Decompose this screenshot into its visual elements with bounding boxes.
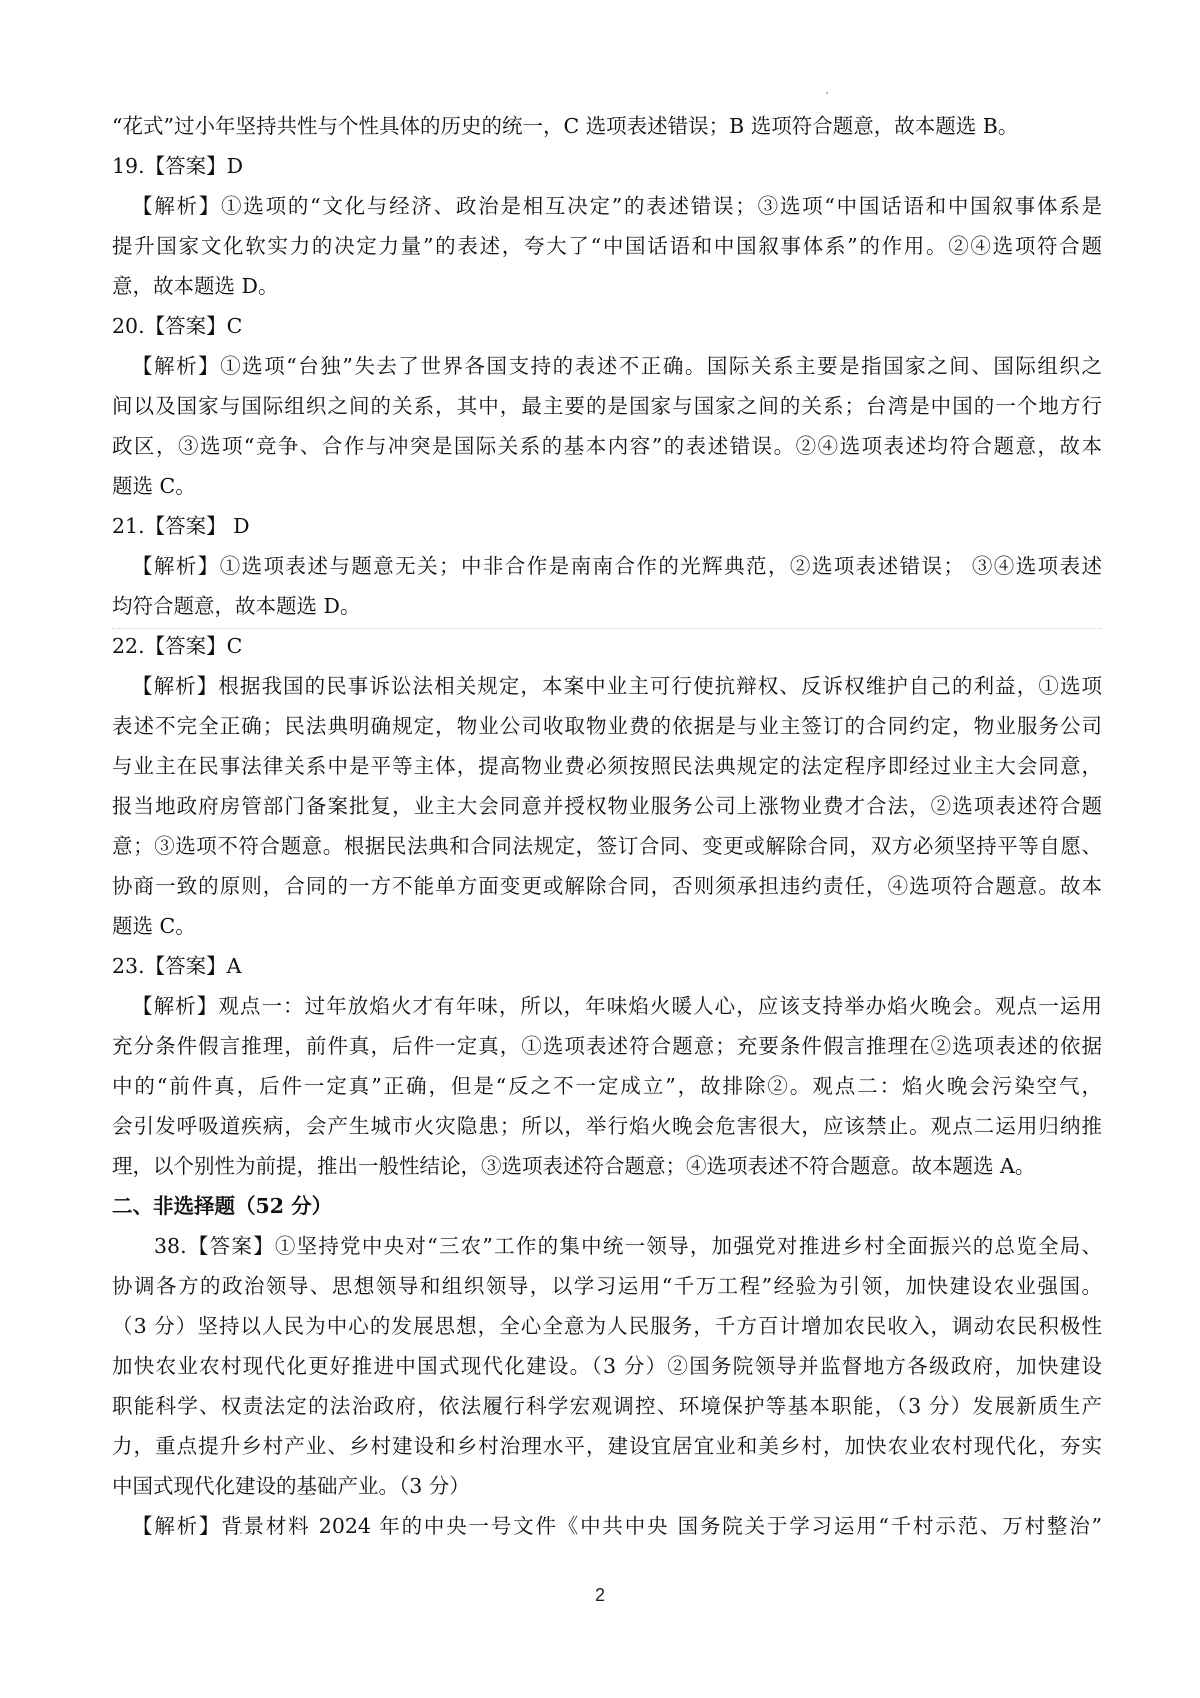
text-line: 23.【答案】A	[112, 954, 242, 978]
text-line: 【解析】①选项表述与题意无关；中非合作是南南合作的光辉典范，②选项表述错误； ③④选项表述	[132, 554, 1102, 578]
text-line: “花式”过小年坚持共性与个性具体的历史的统一，C 选项表述错误；B 选项符合题意，故本题选 B。	[112, 114, 1019, 138]
text-line: 协商一致的原则，合同的一方不能单方面变更或解除合同，否则须承担违约责任，④选项符合题意。故本	[112, 874, 1102, 898]
page-number: 2	[594, 1585, 605, 1605]
text-line: 会引发呼吸道疾病，会产生城市火灾隐患；所以，举行焰火晚会危害很大，应该禁止。观点二运用归纳推	[112, 1114, 1102, 1138]
text-line: 【解析】根据我国的民事诉讼法相关规定，本案中业主可行使抗辩权、反诉权维护自己的利益，①选项	[132, 674, 1102, 698]
text-line: 均符合题意，故本题选 D。	[112, 594, 361, 618]
text-line: 提升国家文化软实力的决定力量”的表述，夸大了“中国话语和中国叙事体系”的作用。②④选项符合题	[112, 234, 1102, 258]
text-line: 与业主在民事法律关系中是平等主体，提高物业费必须按照民法典规定的法定程序即经过业主大会同意，	[112, 754, 1102, 778]
text-line: 表述不完全正确；民法典明确规定，物业公司收取物业费的依据是与业主签订的合同约定，物业服务公司	[112, 714, 1102, 738]
text-line: （3 分）坚持以人民为中心的发展思想，全心全意为人民服务，千方百计增加农民收入，调动农民积极性	[112, 1314, 1102, 1338]
text-line: 19.【答案】D	[112, 154, 244, 178]
text-line: 【解析】观点一：过年放焰火才有年味，所以，年味焰火暖人心，应该支持举办焰火晚会。观点一运用	[132, 994, 1102, 1018]
text-line: 中国式现代化建设的基础产业。（3 分）	[112, 1474, 470, 1498]
text-line: 21.【答案】 D	[112, 514, 250, 538]
text-line: 题选 C。	[112, 474, 196, 498]
text-line: 20.【答案】C	[112, 314, 243, 338]
text-line: 题选 C。	[112, 914, 196, 938]
text-line: 职能科学、权责法定的法治政府，依法履行科学宏观调控、环境保护等基本职能，（3 分）发展新质生产	[112, 1394, 1102, 1418]
text-line: 政区，③选项“竞争、合作与冲突是国际关系的基本内容”的表述错误。②④选项表述均符合题意，故本	[112, 434, 1102, 458]
text-line: 报当地政府房管部门备案批复，业主大会同意并授权物业服务公司上涨物业费才合法，②选项表述符合题	[112, 794, 1102, 818]
answer-text-body	[112, 106, 1102, 1546]
scan-speck	[826, 92, 828, 94]
text-line: 协调各方的政治领导、思想领导和组织领导，以学习运用“千万工程”经验为引领，加快建设农业强国。	[112, 1274, 1102, 1298]
text-line: 中的“前件真，后件一定真”正确，但是“反之不一定成立”，故排除②。观点二：焰火晚会污染空气，	[112, 1074, 1102, 1098]
text-line: 【解析】①选项“台独”失去了世界各国支持的表述不正确。国际关系主要是指国家之间、国际组织之	[132, 354, 1102, 378]
text-line: 力，重点提升乡村产业、乡村建设和乡村治理水平，建设宜居宜业和美乡村，加快农业农村现代化，夯实	[112, 1434, 1102, 1458]
text-line: 38.【答案】①坚持党中央对“三农”工作的集中统一领导，加强党对推进乡村全面振兴的总览全局、	[154, 1234, 1102, 1258]
text-line: 意，故本题选 D。	[112, 274, 279, 298]
text-line: 意；③选项不符合题意。根据民法典和合同法规定，签订合同、变更或解除合同，双方必须坚持平等自愿、	[112, 834, 1102, 858]
text-line: 【解析】①选项的“文化与经济、政治是相互决定”的表述错误；③选项“中国话语和中国叙事体系是	[132, 194, 1102, 218]
text-line: 22.【答案】C	[112, 634, 243, 658]
text-line: 加快农业农村现代化更好推进中国式现代化建设。（3 分）②国务院领导并监督地方各级政府，加快建设	[112, 1354, 1102, 1378]
text-line: 二、非选择题（52 分）	[112, 1194, 333, 1218]
text-line: 【解析】背景材料 2024 年的中央一号文件《中共中央 国务院关于学习运用“千村示范、万村整治”	[132, 1514, 1102, 1538]
text-line: 充分条件假言推理，前件真，后件一定真，①选项表述符合题意；充要条件假言推理在②选项表述的依据	[112, 1034, 1102, 1058]
text-line: 理，以个别性为前提，推出一般性结论，③选项表述符合题意；④选项表述不符合题意。故本题选 A。	[112, 1154, 1036, 1178]
text-line: 间以及国家与国际组织之间的关系，其中，最主要的是国家与国家之间的关系；台湾是中国的一个地方行	[112, 394, 1102, 418]
